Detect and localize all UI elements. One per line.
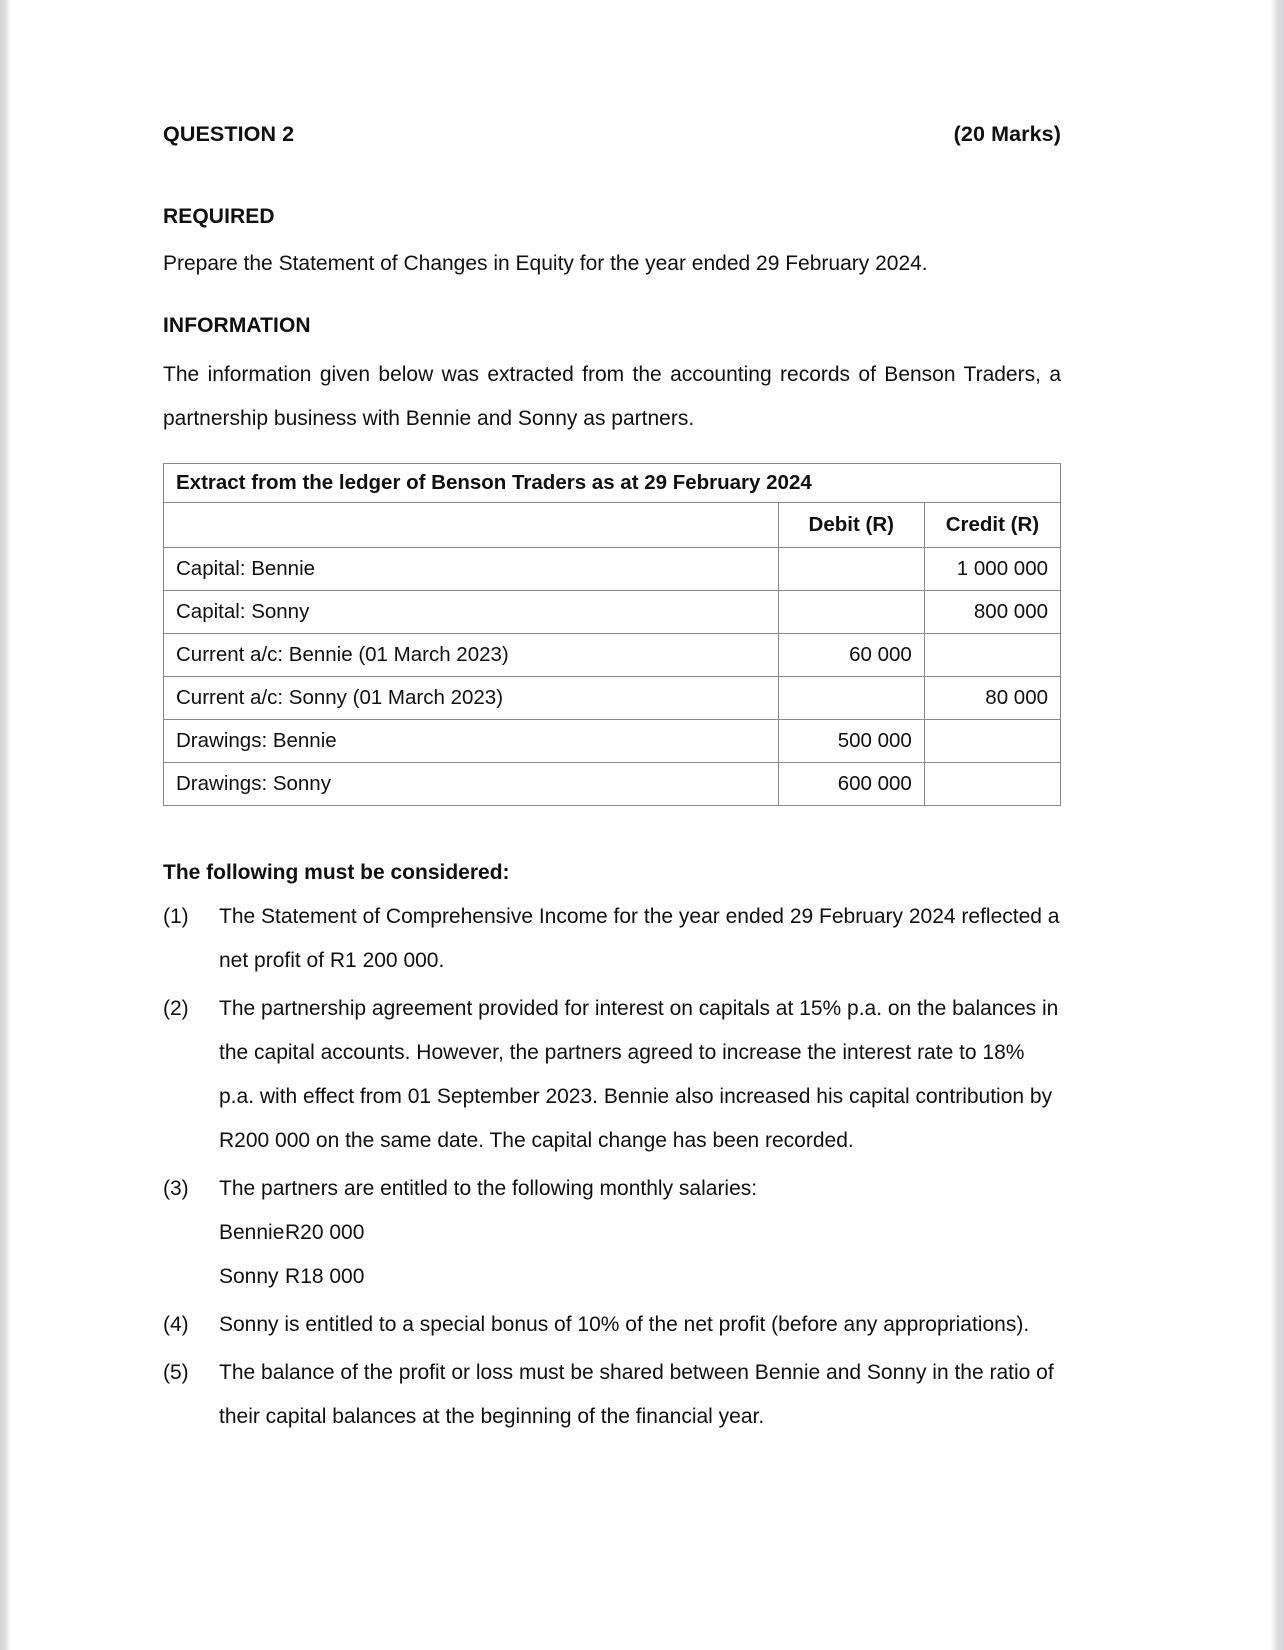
row-description: Drawings: Sonny <box>164 763 779 806</box>
ledger-extract-table <box>163 463 1061 806</box>
salary-label-bennie: Bennie <box>219 1221 285 1244</box>
row-debit <box>778 591 924 634</box>
list-item-text: The partnership agreement provided for interest on capitals at 15% p.a. on the balances in the capital accounts. However, the partners agreed to increase the interest rate to 18% p.a. with effect from 01 September 2023. Bennie also increased his capital contribution by R200 000 on the same date. The capital change has been recorded. <box>219 997 1059 1152</box>
salary-value-bennie: R20 000 <box>285 1221 365 1244</box>
table-caption-row <box>164 464 1061 503</box>
row-credit: 800 000 <box>924 591 1060 634</box>
row-debit: 500 000 <box>778 720 924 763</box>
row-credit: 1 000 000 <box>924 548 1060 591</box>
row-debit <box>778 677 924 720</box>
list-item-marker: (1) <box>163 905 189 928</box>
list-item <box>163 1351 1061 1439</box>
table-row <box>164 548 1061 591</box>
salary-line-sonny <box>219 1255 1061 1299</box>
list-item-marker: (4) <box>163 1313 189 1336</box>
information-heading: INFORMATION <box>163 314 311 337</box>
row-credit <box>924 720 1060 763</box>
row-credit: 80 000 <box>924 677 1060 720</box>
row-credit <box>924 634 1060 677</box>
column-header-credit: Credit (R) <box>924 503 1060 548</box>
ledger-table-caption: Extract from the ledger of Benson Traders as at 29 February 2024 <box>164 464 1061 503</box>
row-description: Capital: Sonny <box>164 591 779 634</box>
list-item-marker: (5) <box>163 1361 189 1384</box>
list-item-marker: (3) <box>163 1177 189 1200</box>
table-row <box>164 763 1061 806</box>
page-left-gutter <box>0 0 11 1650</box>
list-item <box>163 1167 1061 1211</box>
table-row <box>164 634 1061 677</box>
salary-value-sonny: R18 000 <box>285 1265 365 1288</box>
list-item-text: The Statement of Comprehensive Income for the year ended 29 February 2024 reflected a net profit of R1 200 000. <box>219 905 1060 972</box>
required-text: Prepare the Statement of Changes in Equity for the year ended 29 February 2024. <box>163 252 928 275</box>
list-item <box>163 895 1061 983</box>
list-item <box>163 1303 1061 1347</box>
row-description: Current a/c: Sonny (01 March 2023) <box>164 677 779 720</box>
row-description: Drawings: Bennie <box>164 720 779 763</box>
table-row <box>164 720 1061 763</box>
list-item-text: Sonny is entitled to a special bonus of 10% of the net profit (before any appropriations). <box>219 1313 1030 1336</box>
column-header-description <box>164 503 779 548</box>
salary-line-bennie <box>219 1211 1061 1255</box>
required-heading: REQUIRED <box>163 205 275 228</box>
row-description: Current a/c: Bennie (01 March 2023) <box>164 634 779 677</box>
row-credit <box>924 763 1060 806</box>
considerations-list <box>163 895 1061 1439</box>
row-debit <box>778 548 924 591</box>
list-item <box>163 987 1061 1163</box>
document-page <box>11 0 1270 1650</box>
document-content <box>163 0 1061 1439</box>
question-header <box>163 0 1061 147</box>
salary-label-sonny: Sonny <box>219 1265 279 1288</box>
list-item-text: The partners are entitled to the following monthly salaries: <box>219 1177 758 1200</box>
column-header-debit: Debit (R) <box>778 503 924 548</box>
information-text: The information given below was extracted from the accounting records of Benson Traders, a partnership business with Bennie and Sonny as partners. <box>163 363 1061 430</box>
list-item-text: The balance of the profit or loss must be shared between Bennie and Sonny in the ratio of their capital balances at the beginning of the financial year. <box>219 1361 1054 1428</box>
row-description: Capital: Bennie <box>164 548 779 591</box>
row-debit: 60 000 <box>778 634 924 677</box>
table-row <box>164 591 1061 634</box>
marks-label: (20 Marks) <box>953 122 1061 146</box>
table-row <box>164 677 1061 720</box>
page-title: QUESTION 2 <box>163 122 295 146</box>
row-debit: 600 000 <box>778 763 924 806</box>
considerations-heading: The following must be considered: <box>163 861 510 884</box>
page-right-gutter <box>1270 0 1284 1650</box>
list-item-marker: (2) <box>163 997 189 1020</box>
table-header-row <box>164 503 1061 548</box>
